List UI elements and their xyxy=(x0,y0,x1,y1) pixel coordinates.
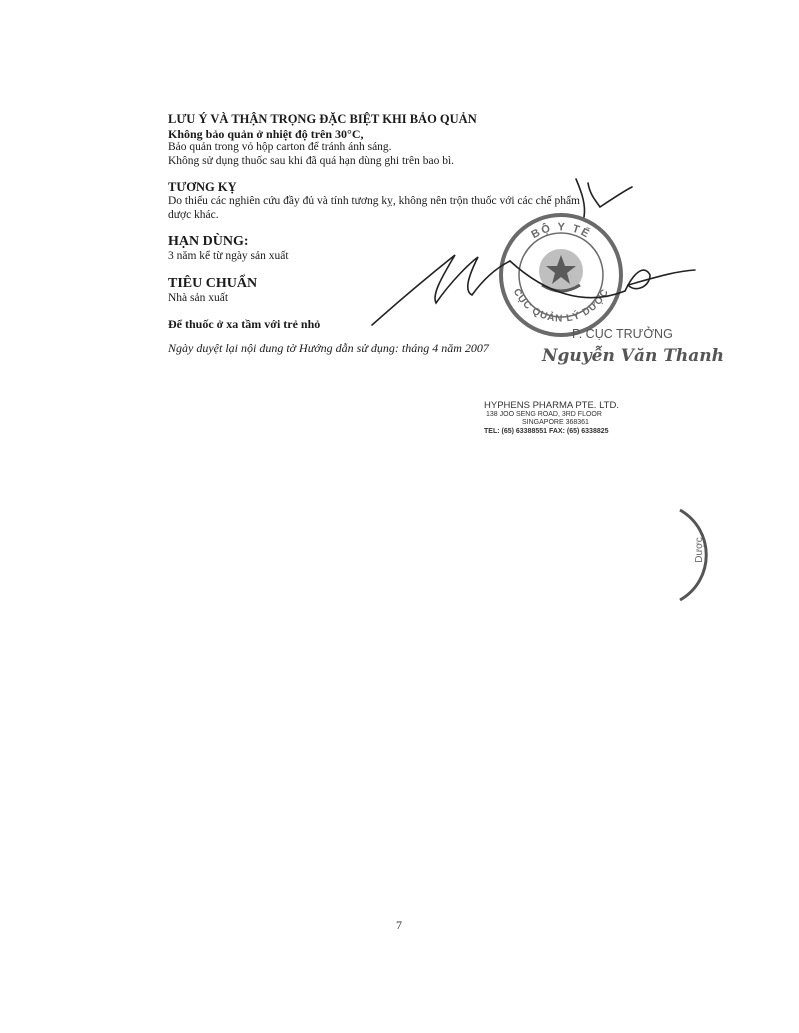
svg-text:BỘ Y TẾ xyxy=(529,221,593,241)
approval-note: Ngày duyệt lại nội dung tờ Hướng dẫn sử dụng: tháng 4 năm 2007 xyxy=(168,341,489,355)
standard-line: Nhà sản xuất xyxy=(168,291,229,304)
child-warning: Để thuốc ở xa tầm với trẻ nhỏ xyxy=(168,317,321,331)
storage-temperature-line: Không bảo quản ở nhiệt độ trên 30°C, xyxy=(168,127,364,141)
company-address-1: 138 JOO SENG ROAD, 3RD FLOOR xyxy=(486,411,602,418)
company-address-2: SINGAPORE 368361 xyxy=(522,419,589,426)
official-seal xyxy=(501,215,621,335)
signatory-title: P. CỤC TRƯỞNG xyxy=(572,327,673,341)
page-number: 7 xyxy=(396,918,402,932)
compatibility-line-2: dược khác. xyxy=(168,208,219,221)
compatibility-line-1: Do thiếu các nghiên cứu đầy đủ và tính tương kỵ, không nên trộn thuốc với các chế phẩm xyxy=(168,195,581,207)
seal-bottom-text: CỤC QUẢN LÝ DƯỢC xyxy=(510,286,612,325)
signatory-name: Nguyễn Văn Thanh xyxy=(542,346,724,366)
margin-stamp xyxy=(660,505,720,605)
shelf-life-section-title: HẠN DÙNG: xyxy=(168,234,249,249)
company-phone: TEL: (65) 63388551 FAX: (65) 6338825 xyxy=(484,428,609,435)
standard-section-title: TIÊU CHUẨN xyxy=(168,275,258,291)
shelf-life-line: 3 năm kể từ ngày sản xuất xyxy=(168,250,289,262)
company-name: HYPHENS PHARMA PTE. LTD. xyxy=(484,400,619,411)
margin-stamp-text: Dược xyxy=(694,537,705,563)
storage-section-title: LƯU Ý VÀ THẬN TRỌNG ĐẶC BIỆT KHI BẢO QUẢN xyxy=(168,112,477,126)
storage-line-1: Bảo quản trong vỏ hộp carton để tránh ánh sáng. xyxy=(168,141,392,153)
seal-top-text: BỘ Y TẾ xyxy=(529,221,593,242)
company-stamp xyxy=(484,400,619,436)
storage-line-2: Không sử dụng thuốc sau khi đã quá hạn dùng ghi trên bao bì. xyxy=(168,154,455,167)
signature-icon xyxy=(372,179,695,325)
compatibility-section-title: TƯƠNG KỴ xyxy=(168,180,237,194)
